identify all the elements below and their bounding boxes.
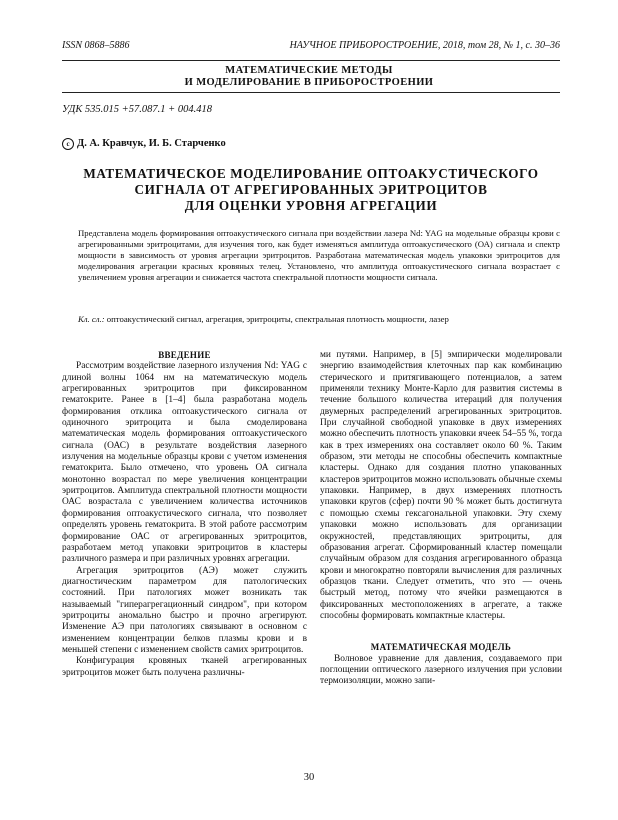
header-rule bbox=[62, 60, 560, 61]
left-column bbox=[62, 350, 307, 679]
model-heading: МАТЕМАТИЧЕСКАЯ МОДЕЛЬ bbox=[370, 642, 512, 653]
keywords-text: оптоакустический сигнал, агрегация, эритроциты, спектральная плотность мощности, лазер bbox=[106, 314, 449, 324]
udk-code: УДК 535.015 +57.087.1 + 004.418 bbox=[62, 104, 212, 115]
journal-issn: ISSN 0868–5886 bbox=[62, 40, 130, 51]
section-title-line1: МАТЕМАТИЧЕСКИЕ МЕТОДЫ bbox=[225, 65, 393, 76]
intro-paragraph-3: Конфигурация кровяных тканей агрегированных эритроцитов может быть получена различны- bbox=[62, 656, 307, 678]
journal-citation: НАУЧНОЕ ПРИБОРОСТРОЕНИЕ, 2018, том 28, № 1, с. 30–36 bbox=[289, 40, 560, 51]
right-column bbox=[320, 350, 562, 688]
section-gap bbox=[320, 622, 562, 642]
model-paragraph-1: Волновое уравнение для давления, создаваемого при поглощении оптического лазерного излучения при условии термоизоляции, можно запи- bbox=[320, 653, 562, 687]
copyright-icon: c bbox=[62, 138, 74, 150]
intro-paragraph-continued: ми путями. Например, в [5] эмпирически моделировали энергию взаимодействия клеточных пар как комбинацию стерического и притягивающего потенциалов, а затем применяли технику Монте-Карло для развития системы в течение большого количества итераций для получения двумерных распределений агрегированных эритроцитов. При случайной свободной упаковке в двух измерениях можно обеспечить плотность упаковки ячеек 54–55 %, тогда как в трех измерениях она составляет около 60 %. Таким образом, эти методы не способны обеспечить компактные кластеры. Однако для создания плотно упакованных кластеров эритроцитов можно использовать обычные схемы упаковки. Например, в двух измерениях плотность упаковки кругов (сфер) почти 90 % может быть достигнута с помощью схемы гексагональной упаковки. Эту схему упаковки можно использовать для организации окружностей, представляющих эритроциты, для образования агрегат. Сформированный кластер помещали случайным образом для создания агрегированного образца крови и многократно повторяли вычисления для различных образцов ткани. Следует отметить, что это — очень быстрый метод, потому что ячейки размещаются в фиксированных местоположениях в агрегате, а также способны формировать компактные кластеры. bbox=[320, 350, 562, 621]
keywords bbox=[78, 314, 560, 325]
intro-heading: ВВЕДЕНИЕ bbox=[158, 350, 211, 360]
section-rule bbox=[62, 92, 560, 93]
title-line1: МАТЕМАТИЧЕСКОЕ МОДЕЛИРОВАНИЕ ОПТОАКУСТИЧЕСКОГО bbox=[83, 166, 539, 181]
title-line3: ДЛЯ ОЦЕНКИ УРОВНЯ АГРЕГАЦИИ bbox=[184, 198, 438, 213]
title-line2: СИГНАЛА ОТ АГРЕГИРОВАННЫХ ЭРИТРОЦИТОВ bbox=[134, 182, 488, 197]
abstract: Представлена модель формирования оптоакустического сигнала при воздействии лазера Nd: YAG на модельные образцы крови с агрегированными эритроцитами, для изучения того, как будет изменяться амплитуда оптоакустического (ОА) сигнала и спектр мощности в зависимость от уровня агрегации эритроцитов. Разработана математическая модель упаковки эритроцитов для моделирования агрегации красных кровяных телец. Установлено, что амплитуда оптоакустического сигнала возрастает с увеличением уровня агрегации и снижается частота спектральной плотности мощности сигнала. bbox=[78, 228, 560, 283]
paper-title bbox=[62, 166, 560, 214]
authors bbox=[62, 138, 226, 150]
page-number: 30 bbox=[303, 772, 315, 783]
author-names: Д. А. Кравчук, И. Б. Старченко bbox=[77, 138, 226, 149]
section-title-line2: И МОДЕЛИРОВАНИЕ В ПРИБОРОСТРОЕНИИ bbox=[184, 77, 434, 88]
keywords-label: Кл. сл.: bbox=[78, 314, 105, 324]
intro-paragraph-2: Агрегация эритроцитов (АЭ) может служить диагностическим параметром для патологических состояний. При патологиях может возникать так называемый "гиперагрегационный синдром", при котором эритроциты аномально быстро и прочно агрегируют. Изменение АЭ при патологиях связывают в основном с изменением концентрации белков плазмы крови и в меньшей степени с изменением свойств самих эритроцитов. bbox=[62, 565, 307, 655]
intro-paragraph-1: Рассмотрим воздействие лазерного излучения Nd: YAG с длиной волны 1064 нм на математическую модель агрегированных эритроцитов при фиксированном гематокрите. Ранее в [1–4] была разработана модель формирования отклика оптоакустического сигнала от одиночного эритроцита и была смоделирована математическая модель формирования оптоакустического сигнала (ОАС) в результате воздействия лазерного излучения на модельные образцы крови с учетом изменения гематокрита. Было отмечено, что уровень ОА сигнала монотонно возрастал по мере увеличения концентрации эритроцитов. Амплитуда спектральной плотности мощности ОАС возрастала с увеличением количества источников формирования оптоакустического сигнала, что позволяет определять уровень гематокрита. В этой работе рассмотрим формирование ОАС от агрегированных эритроцитов, разработаем метод упаковки эритроцитов в кластеры различного размера и при различных уровнях агрегации. bbox=[62, 361, 307, 565]
